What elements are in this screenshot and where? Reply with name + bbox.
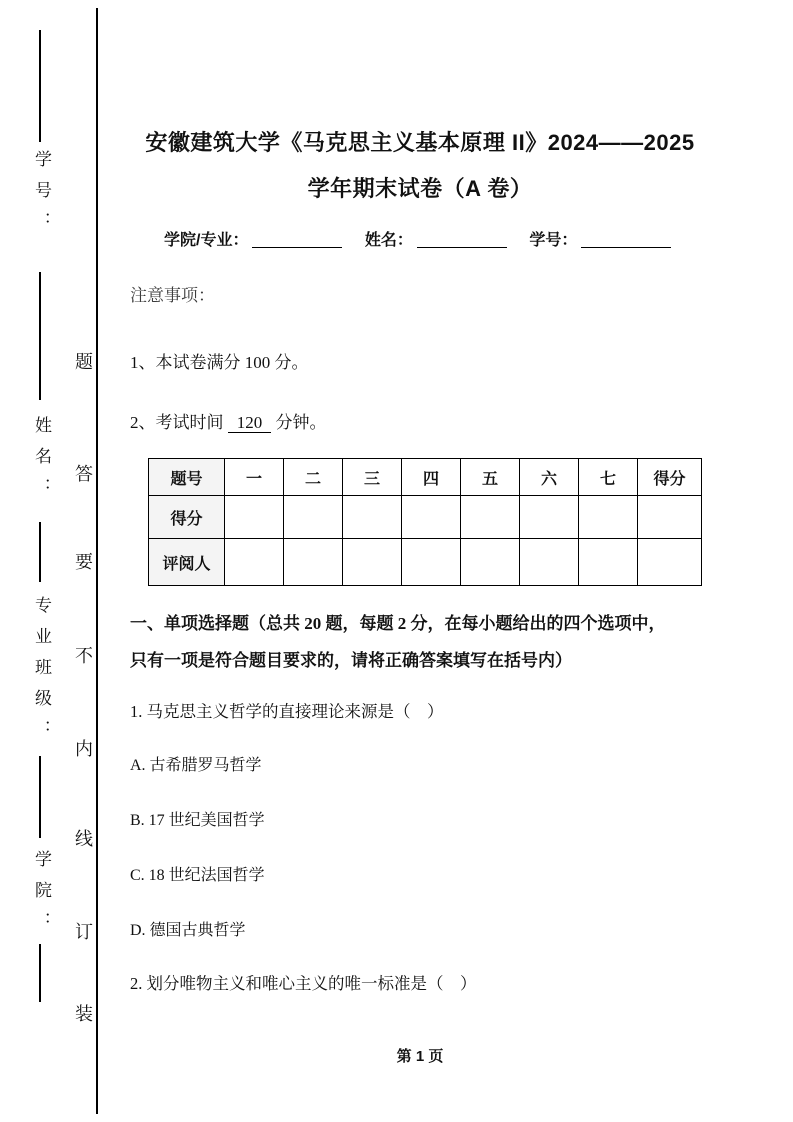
binding-char: 答	[75, 464, 93, 484]
score-table-header-cell: 四	[402, 459, 461, 496]
college-major-blank	[252, 231, 342, 248]
score-cell	[225, 496, 284, 539]
name-label: 姓名：	[364, 232, 413, 249]
exam-duration-suffix: 分钟。	[275, 413, 327, 432]
score-cell	[225, 539, 284, 586]
question-1: 1. 马克思主义哲学的直接理论来源是（ ）	[130, 702, 444, 721]
section-one-heading-line1: 一、单项选择题（总共 20 题，每题 2 分，在每小题给出的四个选项中，	[130, 614, 666, 633]
margin-label-college: 学院：	[32, 850, 51, 943]
margin-write-line	[39, 756, 41, 838]
score-cell	[343, 496, 402, 539]
section-one-heading-line2: 只有一项是符合题目要求的，请将正确答案填写在括号内）	[130, 651, 572, 670]
binding-char: 线	[75, 829, 93, 849]
header-form	[130, 230, 710, 252]
score-table-header-cell: 一	[225, 459, 284, 496]
score-cell	[638, 496, 702, 539]
question-1-option-a: A. 古希腊罗马哲学	[130, 757, 262, 774]
score-table-header-cell: 题号	[149, 459, 225, 496]
score-cell	[402, 496, 461, 539]
score-cell	[402, 539, 461, 586]
question-1-option-c: C. 18 世纪法国哲学	[130, 867, 265, 884]
score-table-header-cell: 三	[343, 459, 402, 496]
binding-char: 要	[75, 552, 93, 572]
binding-char: 不	[75, 646, 93, 666]
score-cell	[461, 539, 520, 586]
margin-write-line	[39, 272, 41, 400]
score-cell	[343, 539, 402, 586]
score-table-header-cell: 得分	[638, 459, 702, 496]
score-table-header-cell: 六	[520, 459, 579, 496]
score-table	[148, 458, 702, 586]
name-blank	[417, 231, 507, 248]
score-table-row-label: 得分	[149, 496, 225, 539]
question-1-option-d: D. 德国古典哲学	[130, 922, 246, 939]
page-footer: 第 1 页	[396, 1048, 444, 1065]
notice-item-2	[130, 411, 710, 435]
margin-label-name: 姓名：	[32, 416, 51, 509]
exam-title-line2: 学年期末试卷（A 卷）	[307, 176, 533, 201]
score-table-header-cell: 二	[284, 459, 343, 496]
score-cell	[579, 496, 638, 539]
exam-title-line1: 安徽建筑大学《马克思主义基本原理 II》2024——2025	[145, 130, 695, 155]
margin-write-line	[39, 522, 41, 582]
score-cell	[284, 539, 343, 586]
score-cell	[638, 539, 702, 586]
binding-char: 装	[75, 1004, 93, 1024]
exam-duration-prefix: 2、考试时间	[130, 413, 224, 432]
score-cell	[520, 496, 579, 539]
margin-label-class: 专业班级：	[32, 596, 51, 751]
student-id-blank	[581, 231, 671, 248]
score-table-header-cell: 七	[579, 459, 638, 496]
margin-write-line	[39, 30, 41, 142]
score-table-header-cell: 五	[461, 459, 520, 496]
score-table-reviewer-row	[149, 539, 702, 586]
binding-rule	[96, 8, 98, 1114]
score-table-header-row	[149, 459, 702, 496]
score-cell	[284, 496, 343, 539]
binding-char: 内	[75, 739, 93, 759]
question-1-option-b: B. 17 世纪美国哲学	[130, 812, 265, 829]
exam-duration-value: 120	[228, 413, 272, 433]
score-table-score-row	[149, 496, 702, 539]
margin-write-line	[39, 944, 41, 1002]
question-2: 2. 划分唯物主义和唯心主义的唯一标准是（ ）	[130, 974, 477, 993]
margin-label-student-id: 学号：	[32, 150, 51, 243]
notice-heading: 注意事项：	[130, 286, 215, 305]
score-table-row-label: 评阅人	[149, 539, 225, 586]
notice-item-1: 1、本试卷满分 100 分。	[130, 353, 309, 372]
binding-char: 订	[75, 922, 93, 942]
score-cell	[520, 539, 579, 586]
binding-char: 题	[75, 352, 93, 372]
student-id-label: 学号：	[529, 232, 578, 249]
score-cell	[461, 496, 520, 539]
college-major-label: 学院/专业：	[164, 232, 249, 249]
score-cell	[579, 539, 638, 586]
